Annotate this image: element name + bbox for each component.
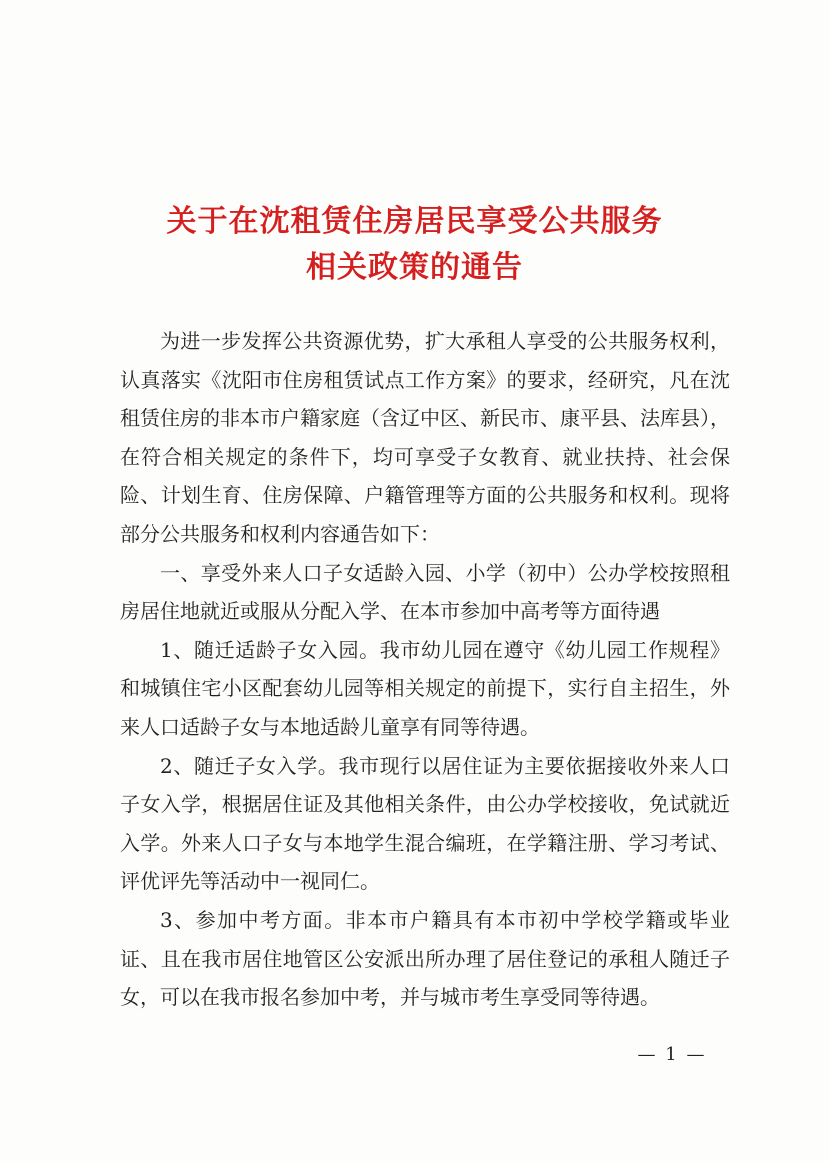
item-1-kindergarten: 1、随迁适龄子女入园。我市幼儿园在遵守《幼儿园工作规程》和城镇住宅小区配套幼儿园等相关规定的前提下，实行自主招生，外来人口适龄子女与本地适龄儿童享有同等待遇。 — [120, 637, 730, 739]
page-number: — 1 — — [637, 1044, 707, 1065]
document-title-line-1: 关于在沈租赁住房居民享受公共服务 — [166, 204, 663, 239]
item-2-school-enrollment: 2、随迁子女入学。我市现行以居住证为主要依据接收外来人口子女入学，根据居住证及其他相关条件，由公办学校接收，免试就近入学。外来人口子女与本地学生混合编班，在学籍注册、学习考试、评优评先等活动中一视同仁。 — [120, 753, 730, 894]
document-title-line-2: 相关政策的通告 — [306, 250, 523, 285]
section-heading-1: 一、享受外来人口子女适龄入园、小学（初中）公办学校按照租房居住地就近或服从分配入学、在本市参加中高考等方面待遇 — [120, 560, 730, 624]
document-body — [120, 322, 730, 1017]
intro-paragraph: 为进一步发挥公共资源优势，扩大承租人享受的公共服务权利，认真落实《沈阳市住房租赁试点工作方案》的要求，经研究，凡在沈租赁住房的非本市户籍家庭（含辽中区、新民市、康平县、法库县），在符合相关规定的条件下，均可享受子女教育、就业扶持、社会保险、计划生育、住房保障、户籍管理等方面的公共服务和权利。现将部分公共服务和权利内容通告如下： — [120, 329, 730, 546]
item-3-middle-school-exam: 3、参加中考方面。非本市户籍具有本市初中学校学籍或毕业证、且在我市居住地管区公安派出所办理了居住登记的承租人随迁子女，可以在我市报名参加中考，并与城市考生享受同等待遇。 — [120, 907, 730, 1010]
